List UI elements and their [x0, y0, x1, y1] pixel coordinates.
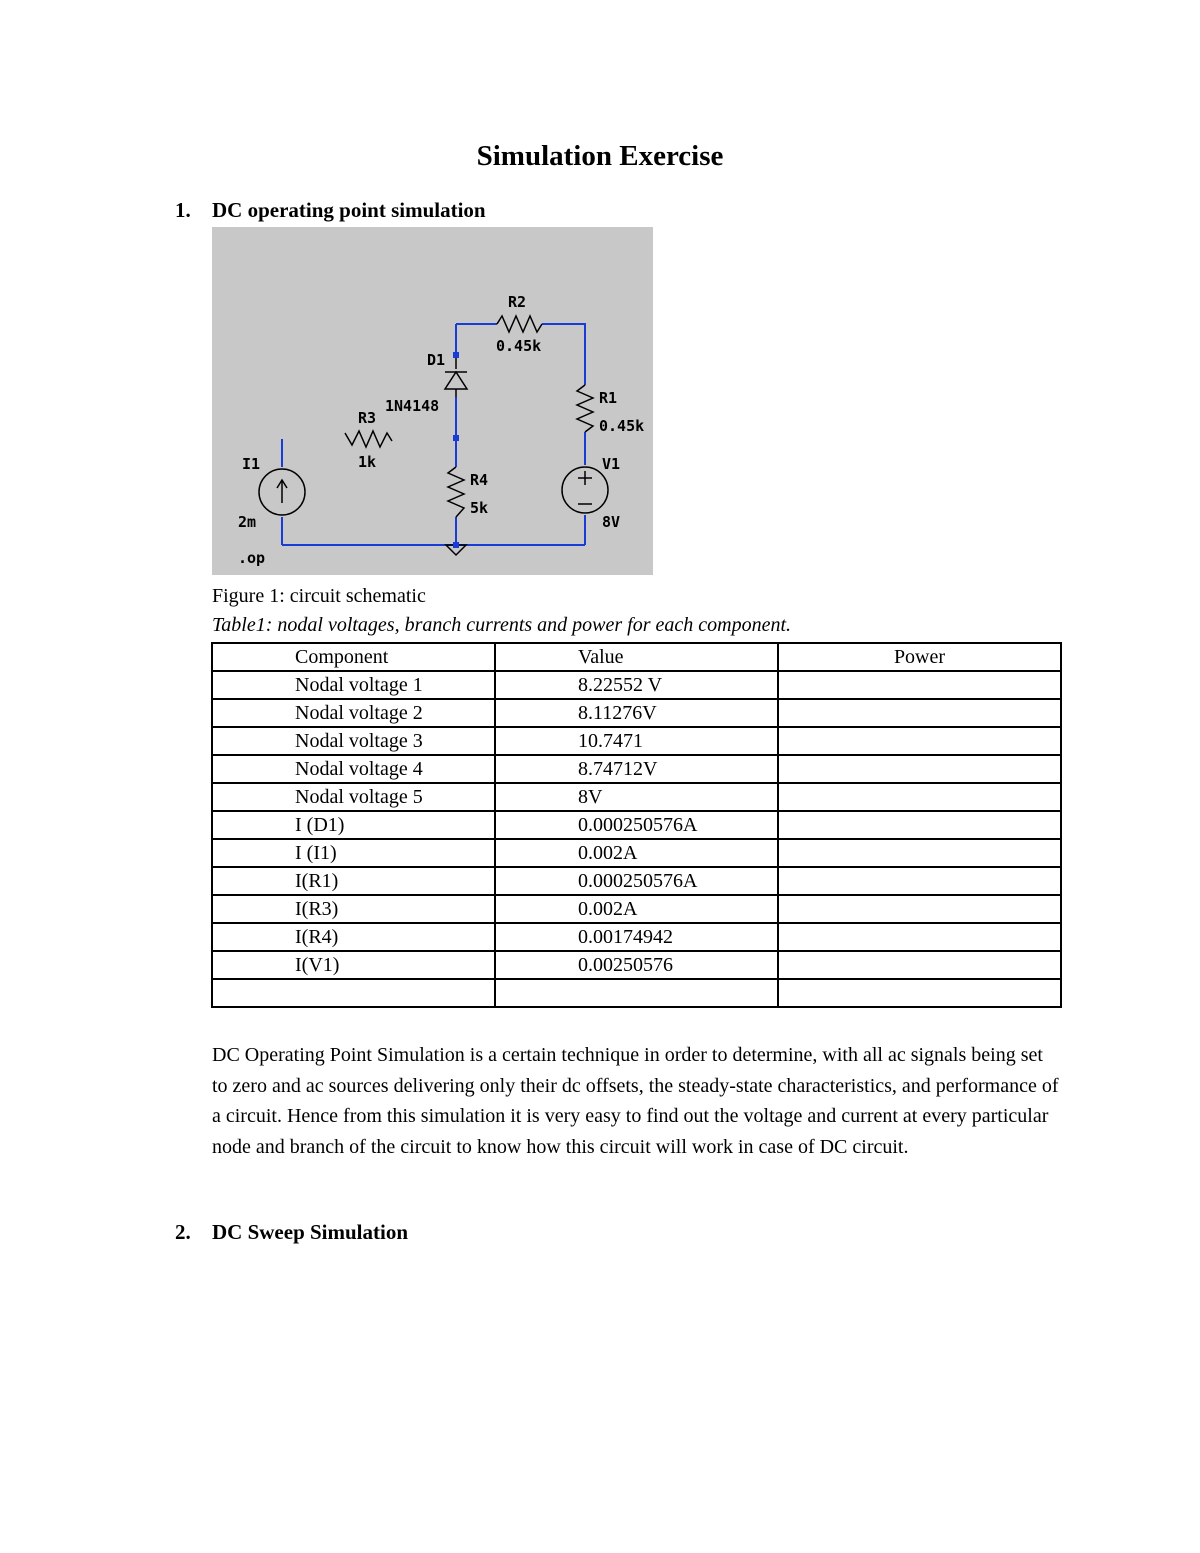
cell-component — [212, 979, 495, 1007]
cell-power — [778, 783, 1061, 811]
cell-power — [778, 867, 1061, 895]
cell-value: 8.74712V — [495, 755, 778, 783]
cell-component: Nodal voltage 2 — [212, 699, 495, 727]
d1-model: 1N4148 — [385, 397, 440, 415]
cell-value: 0.000250576A — [495, 811, 778, 839]
cell-value — [495, 979, 778, 1007]
i1-value: 2m — [238, 513, 257, 531]
table-row — [212, 671, 1061, 699]
section-heading-2 — [175, 1220, 408, 1245]
cell-power — [778, 923, 1061, 951]
cell-component: Nodal voltage 4 — [212, 755, 495, 783]
junction-dot — [453, 542, 459, 548]
circuit-schematic — [212, 227, 653, 575]
r4-value: 5k — [470, 499, 489, 517]
cell-power — [778, 895, 1061, 923]
cell-value: 0.00250576 — [495, 951, 778, 979]
cell-component: I(R4) — [212, 923, 495, 951]
r3-value: 1k — [358, 453, 377, 471]
op-directive: .op — [238, 549, 266, 567]
cell-power — [778, 727, 1061, 755]
cell-value: 8V — [495, 783, 778, 811]
d1-label: D1 — [427, 351, 446, 369]
table-row — [212, 951, 1061, 979]
section-number: 2. — [175, 1220, 191, 1244]
table-row — [212, 867, 1061, 895]
table-row — [212, 923, 1061, 951]
table-row — [212, 895, 1061, 923]
table-row — [212, 783, 1061, 811]
cell-power — [778, 671, 1061, 699]
v1-value: 8V — [602, 513, 621, 531]
r2-value: 0.45k — [496, 337, 542, 355]
table-caption: Table1: nodal voltages, branch currents and power for each component. — [212, 614, 792, 636]
header-value: Value — [495, 643, 778, 671]
cell-power — [778, 951, 1061, 979]
cell-power — [778, 979, 1061, 1007]
cell-value: 8.22552 V — [495, 671, 778, 699]
cell-component: Nodal voltage 3 — [212, 727, 495, 755]
section-title: DC operating point simulation — [212, 198, 486, 222]
junction-dot — [453, 435, 459, 441]
cell-component: Nodal voltage 5 — [212, 783, 495, 811]
r3-label: R3 — [358, 409, 377, 427]
cell-power — [778, 755, 1061, 783]
cell-component: I(V1) — [212, 951, 495, 979]
cell-value: 8.11276V — [495, 699, 778, 727]
r1-label: R1 — [599, 389, 618, 407]
junction-dot — [453, 352, 459, 358]
page-title: Simulation Exercise — [476, 140, 724, 172]
cell-value: 0.00174942 — [495, 923, 778, 951]
cell-value: 10.7471 — [495, 727, 778, 755]
r1-value: 0.45k — [599, 417, 645, 435]
cell-value: 0.002A — [495, 895, 778, 923]
cell-component: I(R1) — [212, 867, 495, 895]
table-row — [212, 839, 1061, 867]
table-row — [212, 727, 1061, 755]
table-row — [212, 979, 1061, 1007]
results-table — [211, 642, 1062, 1008]
table-header-row — [212, 643, 1061, 671]
section-title: DC Sweep Simulation — [212, 1220, 409, 1244]
table-row — [212, 755, 1061, 783]
cell-component: I(R3) — [212, 895, 495, 923]
i1-label: I1 — [242, 455, 261, 473]
section-number: 1. — [175, 198, 191, 222]
cell-component: Nodal voltage 1 — [212, 671, 495, 699]
cell-power — [778, 699, 1061, 727]
cell-component: I (D1) — [212, 811, 495, 839]
r2-label: R2 — [508, 293, 527, 311]
cell-value: 0.002A — [495, 839, 778, 867]
table-row — [212, 811, 1061, 839]
header-power: Power — [778, 643, 1061, 671]
table-row — [212, 699, 1061, 727]
cell-value: 0.000250576A — [495, 867, 778, 895]
figure-caption: Figure 1: circuit schematic — [212, 585, 426, 607]
cell-component: I (I1) — [212, 839, 495, 867]
section-heading-1 — [175, 198, 486, 223]
header-component: Component — [212, 643, 495, 671]
v1-label: V1 — [602, 455, 621, 473]
cell-power — [778, 839, 1061, 867]
body-paragraph: DC Operating Point Simulation is a certain technique in order to determine, with all ac signals being set to zero and ac sources delivering only their dc offsets, the steady-state characteristics, and performance of a circuit. Hence from this simulation it is very easy to find out the voltage and current at every particular node and branch of the circuit to know how this circuit will work in case of DC circuit. — [212, 1044, 1059, 1158]
r4-label: R4 — [470, 471, 489, 489]
cell-power — [778, 811, 1061, 839]
